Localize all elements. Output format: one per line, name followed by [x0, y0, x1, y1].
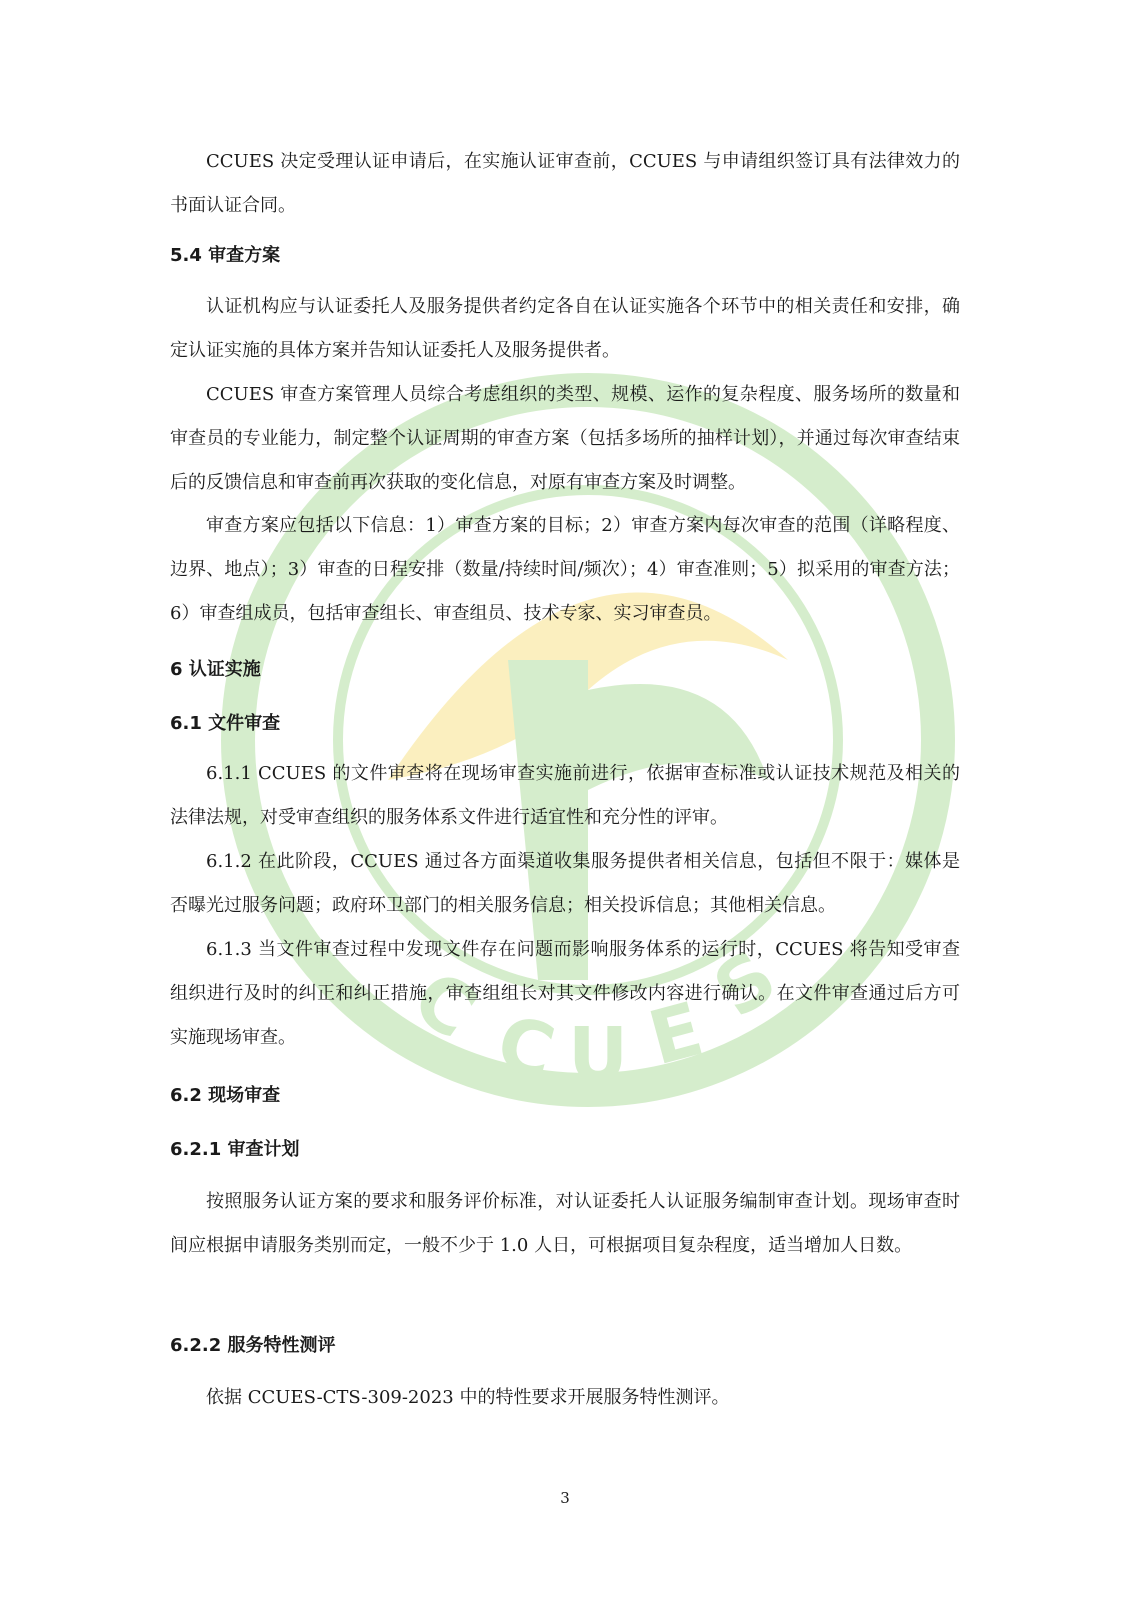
svg-text:C: C [397, 954, 492, 1056]
svg-text:C: C [488, 999, 564, 1097]
paragraph-service-evaluation: 依据 CCUES-CTS-309-2023 中的特性要求开展服务特性测评。 [206, 1387, 730, 1408]
paragraph-audit-plan: 按照服务认证方案的要求和服务评价标准，对认证委托人认证服务编制审查计划。现场审查时间应根据申请服务类别而定，一般不少于 1.0 人日，可根据项目复杂程度，适当增加人日数。 [170, 1191, 960, 1256]
paragraph-6-1-3: 6.1.3 当文件审查过程中发现文件存在问题而影响服务体系的运行时，CCUES 将告知受审查组织进行及时的纠正和纠正措施，审查组组长对其文件修改内容进行确认。在文件审查通过后方可实施现场审查。 [170, 939, 960, 1048]
svg-text:S: S [698, 933, 792, 1035]
svg-text:E: E [640, 986, 712, 1083]
heading-6-2: 6.2 现场审查 [170, 1085, 281, 1106]
heading-6-1: 6.1 文件审查 [170, 713, 281, 734]
page-number: 3 [560, 1489, 570, 1507]
heading-6-2-1: 6.2.1 审查计划 [170, 1139, 300, 1160]
paragraph-program-info: 审查方案应包括以下信息：1）审查方案的目标；2）审查方案内每次审查的范围（详略程度、边界、地点）；3）审查的日程安排（数量/持续时间/频次）；4）审查准则；5）拟采用的审查方法；6）审查组成员，包括审查组长、审查组员、技术专家、实习审查员。 [170, 515, 960, 624]
heading-6: 6 认证实施 [170, 659, 261, 680]
svg-text:U: U [568, 1012, 629, 1098]
paragraph-contract: CCUES 决定受理认证申请后，在实施认证审查前，CCUES 与申请组织签订具有法律效力的书面认证合同。 [170, 151, 960, 216]
paragraph-6-1-1: 6.1.1 CCUES 的文件审查将在现场审查实施前进行，依据审查标准或认证技术规范及相关的法律法规，对受审查组织的服务体系文件进行适宜性和充分性的评审。 [170, 763, 960, 828]
paragraph-audit-program: CCUES 审查方案管理人员综合考虑组织的类型、规模、运作的复杂程度、服务场所的数量和审查员的专业能力，制定整个认证周期的审查方案（包括多场所的抽样计划），并通过每次审查结束后的反馈信息和审查前再次获取的变化信息，对原有审查方案及时调整。 [170, 384, 960, 493]
paragraph-responsibility: 认证机构应与认证委托人及服务提供者约定各自在认证实施各个环节中的相关责任和安排，确定认证实施的具体方案并告知认证委托人及服务提供者。 [170, 296, 960, 361]
paragraph-6-1-2: 6.1.2 在此阶段，CCUES 通过各方面渠道收集服务提供者相关信息，包括但不限于：媒体是否曝光过服务问题；政府环卫部门的相关服务信息；相关投诉信息；其他相关信息。 [170, 851, 960, 916]
document-page [170, 0, 960, 1600]
heading-6-2-2: 6.2.2 服务特性测评 [170, 1335, 336, 1356]
heading-5-4: 5.4 审查方案 [170, 245, 281, 266]
